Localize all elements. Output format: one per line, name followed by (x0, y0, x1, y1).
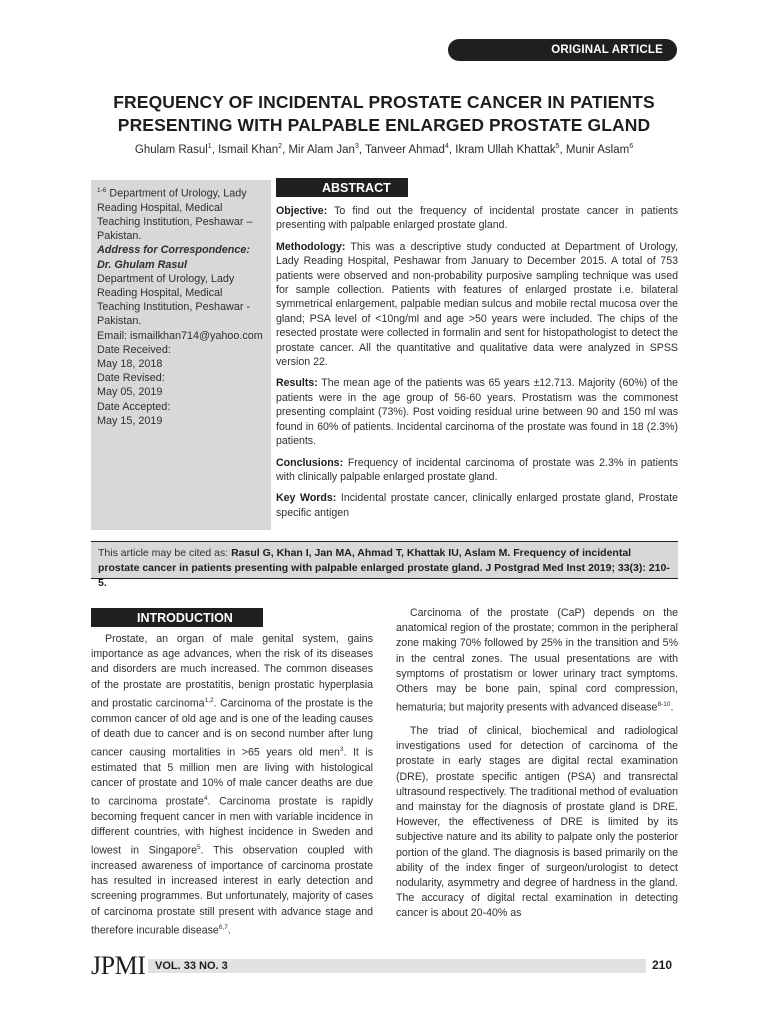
correspondence-email: Email: ismailkhan714@yahoo.com (97, 329, 263, 342)
intro-p1-text-b: . Carcinoma of the prostate is the common cancer of old age and is one of the leading causes of death due to cancer and is on second number after lung cancer causing mortalities in >65 years old men (91, 697, 373, 759)
intro-p2-text-b: . (670, 701, 674, 714)
methodology-label: Methodology: (276, 240, 346, 253)
author: Ismail Khan (218, 143, 279, 156)
citation-sup: 3 (339, 745, 344, 753)
results-text: The mean age of the patients was 65 years ±12.713. Majority (60%) of the patients were in the age group of 56-60 years. Prostatism was the commonest presenting complaint (73%). Post voiding residual urine between 90 and 150 ml was found in 60% of patients. Incidental carcinoma of the prostate was found in 18 (2.3%) patients. (276, 377, 678, 448)
body-column-right (396, 606, 678, 930)
correspondence-address: Department of Urology, Lady Reading Hospital, Medical Teaching Institution, Peshawar - Pakistan. (97, 272, 251, 328)
citation-sup: 4 (204, 795, 208, 803)
title-line-1: FREQUENCY OF INCIDENTAL PROSTATE CANCER IN PATIENTS (113, 92, 655, 112)
abstract-results (276, 376, 678, 448)
author-sup: 5 (555, 143, 560, 150)
methodology-text: This was a descriptive study conducted at Department of Urology, Lady Reading Hospital, Peshawar from January to December 2015. A total of 753 patients were observed and non-probability purposive sampling technique was used for sample collection. Patients with features of enlarged prostate i.e. bilateral symmetrical enlargement, palpable median sulcus and mobile rectal mucosa over the gland; PSA level of <10ng/ml and age >50 years were included. The chips of the resected prostate were collected in formalin and sent for histopathologist to detect the prostate cancer. All the quantitative and qualitative data were analyzed in SPSS version 22. (276, 240, 678, 369)
intro-p1-text-c: . It is estimated that 5 million men are living with histological cancer of prostate and 10% of male cancer deaths are due to carcinoma prostate (91, 746, 373, 808)
intro-p1-text-d: . Carcinoma prostate is rapidly becoming frequent cancer in men with variable incidence in different countries, with highest incidence in Sweden and lowest in Singapore (91, 795, 373, 857)
objective-label: Objective: (276, 205, 328, 217)
author: Munir Aslam (565, 143, 630, 156)
affiliation-department (97, 184, 265, 243)
body-column-left (91, 632, 373, 947)
abstract-heading: ABSTRACT (276, 178, 408, 197)
correspondent-name: Dr. Ghulam Rasul (97, 258, 187, 271)
citation-prefix: This article may be cited as: (98, 547, 229, 559)
citation-sup: 8-10 (657, 701, 671, 709)
article-title (60, 91, 708, 137)
keywords-text: Incidental prostate cancer, clinically enlarged prostate gland, Prostate specific antigen (276, 492, 679, 519)
revised-date: May 05, 2019 (97, 386, 163, 399)
journal-logo: JPMI (91, 951, 146, 980)
author-sup: 4 (444, 143, 449, 150)
author-sup: 1 (207, 143, 212, 150)
citation-sup: 1,2 (204, 696, 214, 704)
intro-p1-text-f: . (227, 924, 231, 937)
abstract-objective (276, 204, 678, 233)
citation-sup: 5 (197, 844, 201, 852)
revised-label: Date Revised: (97, 372, 165, 385)
department-text: Department of Urology, Lady Reading Hospital, Medical Teaching Institution, Peshawar – Pakistan. (97, 187, 253, 243)
citation-sup: 6,7 (218, 923, 228, 931)
author-sup: 2 (278, 143, 283, 150)
conclusions-label: Conclusions: (276, 456, 344, 469)
abstract-methodology (276, 240, 678, 370)
results-label: Results: (276, 377, 318, 390)
correspondence-label: Address for Correspondence: (97, 244, 250, 257)
intro-p1-text-a: Prostate, an organ of male genital system, gains importance as age advances, when the risk of its diseases and disorders are much increased. The common diseases of the prostate are prostatitis, benign prostatic hyperplasia and prostatic carcinoma (91, 633, 373, 710)
affiliation-box (91, 180, 271, 530)
author: Ghulam Rasul (134, 143, 208, 156)
citation-text: Rasul G, Khan I, Jan MA, Ahmad T, Khattak IU, Aslam M. Frequency of incidental prostate cancer in patients presenting with palpable enlarged prostate gland. J Postgrad Med Inst 2019; 33(3): 210-5. (98, 547, 670, 589)
author: Ikram Ullah Khattak (455, 143, 556, 156)
citation-box (91, 541, 678, 589)
received-label: Date Received: (97, 343, 171, 356)
intro-p2-text-a: Carcinoma of the prostate (CaP) depends on the anatomical region of the prostate; common in the peripheral zone making 70% followed by 25% in the transition and 5% in the central zones. The usual presentations are with symptoms of prostatism or lower urinary tract symptoms. Others may be bone pain, spinal cord compression, hematuria; but majority presents with advanced disease (396, 607, 678, 714)
abstract-conclusions (276, 456, 678, 485)
accepted-label: Date Accepted: (97, 400, 171, 413)
abstract-body (276, 204, 678, 527)
page-number: 210 (652, 958, 673, 972)
intro-p1-text-e: . This observation coupled with increased awareness of importance of carcinoma prostate has resulted in increased interest in early detection and screening programmes. But unfortunately, majority of cases of carcinoma prostate still present with advance stage and therefore incurable disease (91, 844, 373, 937)
article-type-badge: ORIGINAL ARTICLE (448, 39, 677, 61)
received-date: May 18, 2018 (97, 358, 163, 371)
author: Tanveer Ahmad (365, 143, 445, 156)
author: Mir Alam Jan (288, 143, 355, 156)
intro-paragraph-1 (91, 632, 373, 939)
objective-text: To find out the frequency of incidental prostate cancer in patients presenting with palpable enlarged prostate gland. (276, 205, 678, 232)
intro-paragraph-2 (396, 606, 678, 716)
abstract-keywords (276, 491, 678, 520)
intro-paragraph-3: The triad of clinical, biochemical and radiological investigations used for detection of carcinoma of the prostate in early stages are digital rectal examination (DRE), prostate specific antigen (PSA) and transrectal ultrasound respectively. The traditional method of evaluation and mainstay for the diagnosis of prostate gland is DRE. However, the effectiveness of DRE is limited by its subjective nature and its ability to palpate only the posterior portion of the gland. The diagnosis is based primarily on the ability of the index finger of surgeon/urologist to detect nodularity, asymmetry and degree of hardness in the gland. The accuracy of digital rectal examination in detecting cancer is about 20-40% as (396, 724, 678, 920)
author-sup: 3 (354, 143, 359, 150)
keywords-label: Key Words: (276, 492, 337, 505)
introduction-heading: INTRODUCTION (91, 608, 263, 627)
volume-label: VOL. 33 NO. 3 (155, 960, 228, 972)
accepted-date: May 15, 2019 (97, 414, 163, 427)
author-sup: 6 (629, 143, 634, 150)
author-list: Ghulam Rasul$^1$, Ismail Khan$^2$, Mir Alam Jan$^3$, Tanveer Ahmad$^4$, Ikram Ullah Khattak$^5$, Munir Aslam$^6$ (134, 143, 634, 156)
title-line-2: PRESENTING WITH PALPABLE ENLARGED PROSTATE GLAND (117, 115, 651, 135)
affiliation-sup: 1-6 (97, 187, 107, 194)
conclusions-text: Frequency of incidental carcinoma of prostate was 2.3% in patients with clinically palpable enlarged prostate gland. (276, 456, 678, 483)
